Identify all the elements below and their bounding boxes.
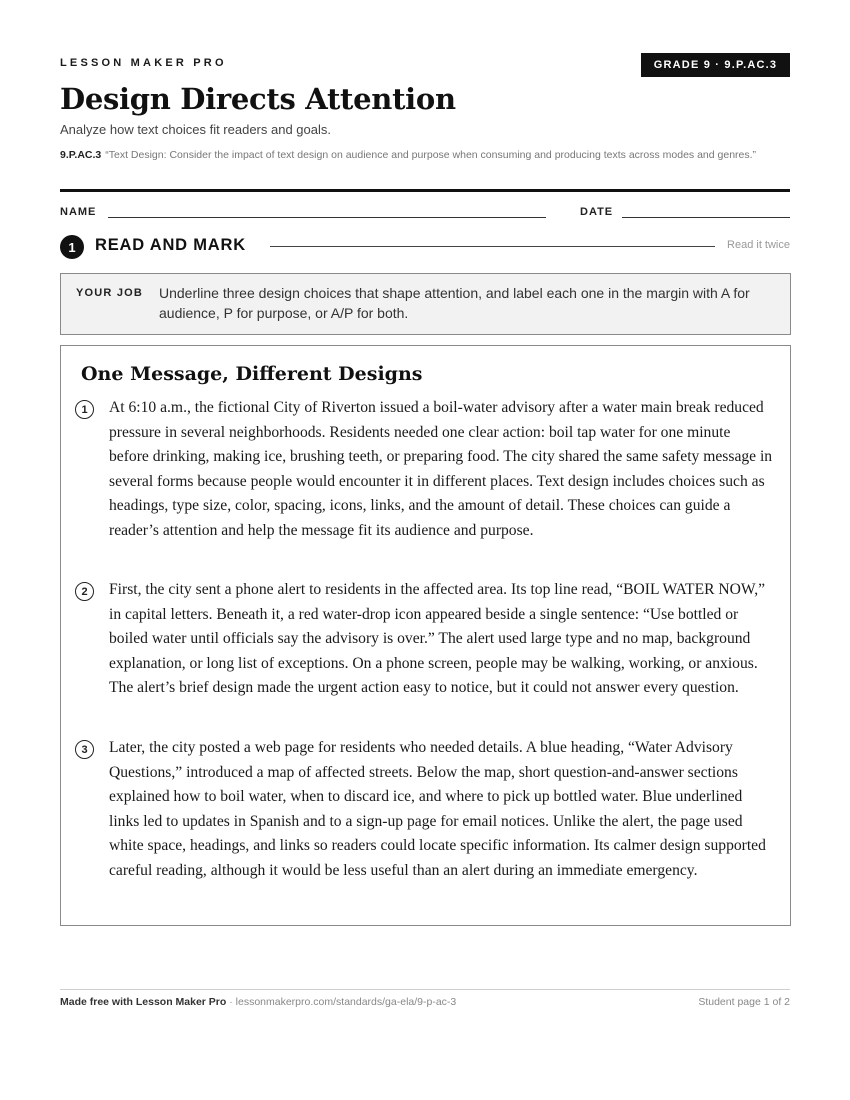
footer-url[interactable]: lessonmakerpro.com/standards/ga-ela/9-p-ac-3 — [235, 996, 457, 1008]
paragraph-number: 2 — [75, 582, 94, 601]
page-title: Design Directs Attention — [60, 82, 456, 116]
reading-passage — [60, 345, 791, 926]
brand-name: LESSON MAKER PRO — [60, 57, 227, 69]
page-indicator: Student page 1 of 2 — [698, 996, 790, 1008]
job-label: YOUR JOB — [76, 287, 144, 299]
date-label: DATE — [580, 206, 614, 218]
paragraph-number: 3 — [75, 740, 94, 759]
page-subtitle: Analyze how text choices fit readers and goals. — [60, 122, 331, 137]
paragraph: At 6:10 a.m., the fictional City of Riverton issued a boil-water advisory after a water main break reduced pressure in several neighborhoods. Residents needed one clear action: boil tap water for one minute before drinking, making ice, brushing teeth, or preparing food. The city shared the same safety message in several forms because people would encounter it in different places. Text design includes choices such as headings, type size, color, spacing, icons, links, and the amount of detail. These choices can guide a reader’s attention and help the message fit its audience and purpose. — [109, 399, 773, 539]
footer-credit — [60, 996, 456, 1008]
paragraph: Later, the city posted a web page for residents who needed details. A blue heading, “Water Advisory Questions,” introduced a map of affected streets. Below the map, short question-and-answer sections explained how to boil water, when to discard ice, and where to pick up bottled water. Blue underlined links led to updates in Spanish and to a sign-up page for email notices. Unlike the alert, the page used white space, headings, and links so readers could locate specific information. Its calmer design supported careful reading, although it would be less useful than an alert during an immediate emergency. — [109, 739, 766, 879]
paragraph-number: 1 — [75, 400, 94, 419]
step-divider — [270, 246, 715, 247]
step-title: READ AND MARK — [95, 236, 246, 254]
job-instructions-box — [60, 273, 791, 335]
step-number-badge: 1 — [60, 235, 84, 259]
grade-badge: GRADE 9 · 9.P.AC.3 — [641, 53, 790, 77]
name-field[interactable] — [108, 217, 546, 218]
standard-description — [60, 148, 790, 163]
passage-title: One Message, Different Designs — [81, 363, 423, 385]
footer-divider — [60, 989, 790, 990]
standard-text: “Text Design: Consider the impact of text design on audience and purpose when consuming and producing texts across modes and genres.” — [105, 149, 757, 161]
paragraph: First, the city sent a phone alert to residents in the affected area. Its top line read, “BOIL WATER NOW,” in capital letters. Beneath it, a red water-drop icon appeared beside a single sentence: “Use bottled or boiled water until officials say the advisory is over.” The alert used large type and no map, background explanation, or long list of exceptions. On a phone screen, people may be walking, working, or anxious. The alert’s brief design made the urgent action easy to notice, but it could not answer every question. — [109, 581, 766, 696]
name-label: NAME — [60, 206, 97, 218]
job-text: Underline three design choices that shape attention, and label each one in the margin with A for audience, P for purpose, or A/P for both. — [159, 285, 750, 321]
standard-code: 9.P.AC.3 — [60, 149, 102, 161]
header-divider — [60, 189, 790, 192]
footer-made-with: Made free with Lesson Maker Pro — [60, 996, 227, 1008]
step-note: Read it twice — [727, 239, 790, 251]
date-field[interactable] — [622, 217, 790, 218]
footer-separator: · — [226, 996, 236, 1008]
